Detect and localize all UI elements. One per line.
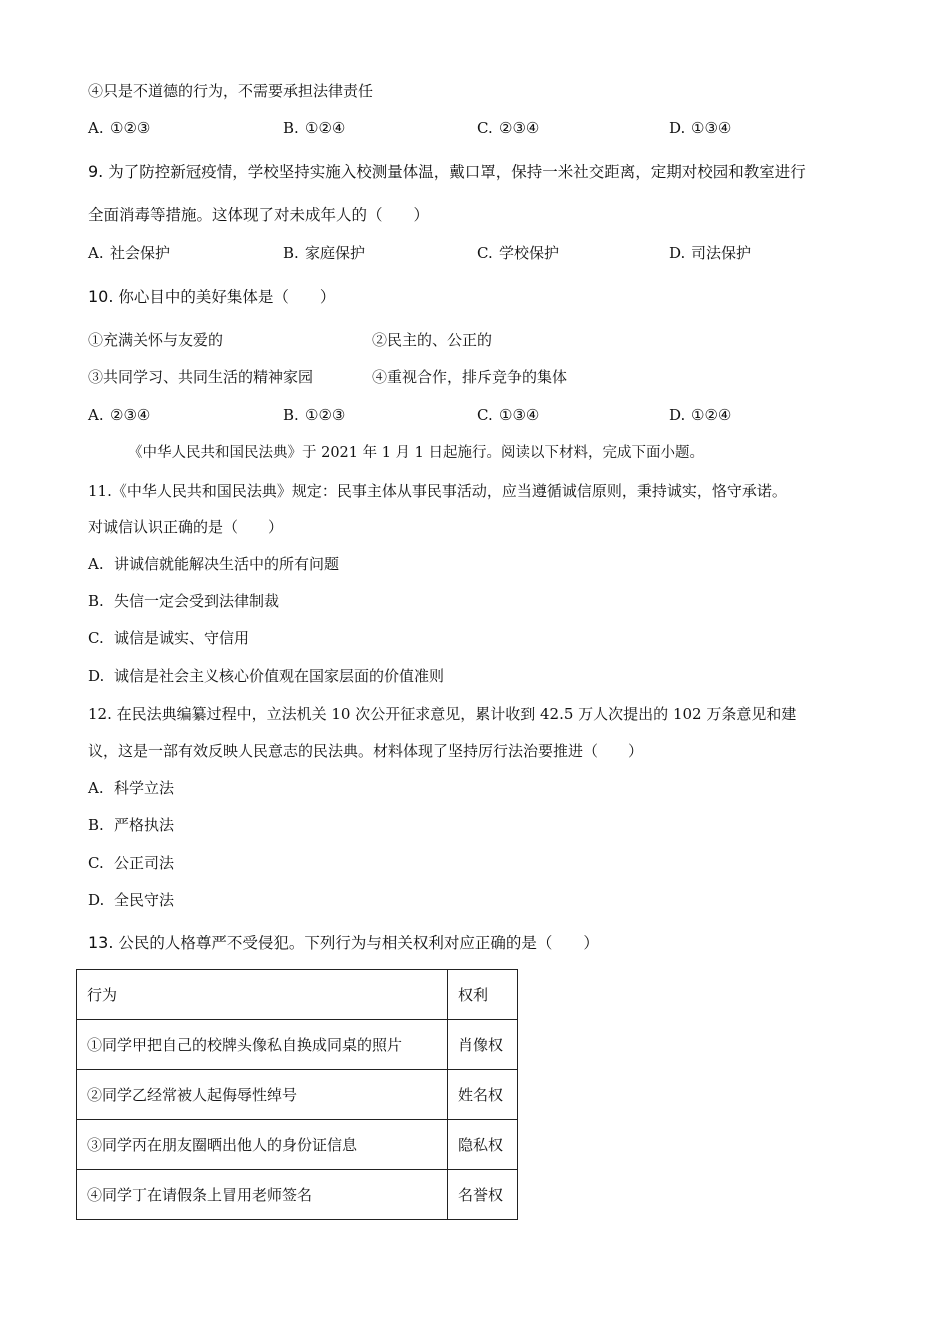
table-row bbox=[77, 1120, 518, 1170]
table-cell: 隐私权 bbox=[448, 1120, 518, 1170]
option-b[interactable]: B. 家庭保护 bbox=[283, 244, 366, 262]
q9-stem-line1: 9. 为了防控新冠疫情，学校坚持实施入校测量体温，戴口罩，保持一米社交距离，定期对校园和教室进行 bbox=[88, 162, 806, 181]
q13-stem: 13. 公民的人格尊严不受侵犯。下列行为与相关权利对应正确的是（ ） bbox=[88, 933, 599, 952]
q8-options bbox=[88, 118, 788, 138]
q12-option-a[interactable]: A. 科学立法 bbox=[88, 779, 175, 797]
option-d[interactable]: D. ①③④ bbox=[669, 119, 732, 137]
reading-intro: 《中华人民共和国民法典》于 2021 年 1 月 1 日起施行。阅读以下材料，完成下面小题。 bbox=[128, 445, 705, 461]
q10-stem: 10. 你心目中的美好集体是（ ） bbox=[88, 287, 336, 306]
table-cell: ②同学乙经常被人起侮辱性绰号 bbox=[77, 1070, 448, 1120]
option-a[interactable]: A. ①②③ bbox=[88, 119, 151, 137]
option-d[interactable]: D. ①②④ bbox=[669, 406, 732, 424]
table-header-cell: 行为 bbox=[77, 970, 448, 1020]
option-b[interactable]: B. ①②③ bbox=[283, 406, 346, 424]
q12-stem-line1: 12. 在民法典编纂过程中，立法机关 10 次公开征求意见，累计收到 42.5 万人次提出的 102 万条意见和建 bbox=[88, 705, 797, 723]
q12-option-d[interactable]: D. 全民守法 bbox=[88, 891, 175, 909]
q10-item2: ②民主的、公正的 bbox=[372, 331, 493, 349]
q10-options bbox=[88, 405, 788, 425]
q10-item3: ③共同学习、共同生活的精神家园 bbox=[88, 368, 314, 386]
table-cell: 名誉权 bbox=[448, 1170, 518, 1220]
q11-option-c[interactable]: C. 诚信是诚实、守信用 bbox=[88, 629, 250, 647]
behavior-rights-table bbox=[76, 969, 518, 1220]
q9-options bbox=[88, 243, 788, 263]
q10-item4: ④重视合作，排斥竞争的集体 bbox=[372, 368, 568, 386]
option-c[interactable]: C. ①③④ bbox=[477, 406, 540, 424]
q12-stem-line2: 议，这是一部有效反映人民意志的民法典。材料体现了坚持厉行法治要推进（ ） bbox=[88, 742, 644, 760]
option-c[interactable]: C. ②③④ bbox=[477, 119, 540, 137]
q11-stem-line2: 对诚信认识正确的是（ ） bbox=[88, 518, 284, 536]
q12-option-c[interactable]: C. 公正司法 bbox=[88, 854, 175, 872]
option-a[interactable]: A. ②③④ bbox=[88, 406, 151, 424]
question-number: 9. bbox=[88, 162, 104, 181]
option-d[interactable]: D. 司法保护 bbox=[669, 244, 752, 262]
table-header-cell: 权利 bbox=[448, 970, 518, 1020]
table-cell: ③同学丙在朋友圈晒出他人的身份证信息 bbox=[77, 1120, 448, 1170]
table-cell: ①同学甲把自己的校牌头像私自换成同桌的照片 bbox=[77, 1020, 448, 1070]
q11-option-d[interactable]: D. 诚信是社会主义核心价值观在国家层面的价值准则 bbox=[88, 667, 445, 685]
q10-item1: ①充满关怀与友爱的 bbox=[88, 331, 224, 349]
q11-option-a[interactable]: A. 讲诚信就能解决生活中的所有问题 bbox=[88, 555, 340, 573]
table-cell: 姓名权 bbox=[448, 1070, 518, 1120]
option-c[interactable]: C. 学校保护 bbox=[477, 244, 560, 262]
q12-option-b[interactable]: B. 严格执法 bbox=[88, 816, 175, 834]
q11-option-b[interactable]: B. 失信一定会受到法律制裁 bbox=[88, 592, 280, 610]
question-number: 13. bbox=[88, 933, 114, 952]
q8-item4: ④只是不道德的行为，不需要承担法律责任 bbox=[88, 82, 374, 100]
table-header-row bbox=[77, 970, 518, 1020]
table-cell: ④同学丁在请假条上冒用老师签名 bbox=[77, 1170, 448, 1220]
question-number: 10. bbox=[88, 287, 114, 306]
table-row bbox=[77, 1070, 518, 1120]
table-row bbox=[77, 1170, 518, 1220]
table-cell: 肖像权 bbox=[448, 1020, 518, 1070]
option-b[interactable]: B. ①②④ bbox=[283, 119, 346, 137]
option-a[interactable]: A. 社会保护 bbox=[88, 244, 171, 262]
q11-stem-line1: 11.《中华人民共和国民法典》规定：民事主体从事民事活动，应当遵循诚信原则，秉持诚实，恪守承诺。 bbox=[88, 482, 787, 500]
q9-stem-line2: 全面消毒等措施。这体现了对未成年人的（ ） bbox=[88, 206, 430, 224]
table-row bbox=[77, 1020, 518, 1070]
